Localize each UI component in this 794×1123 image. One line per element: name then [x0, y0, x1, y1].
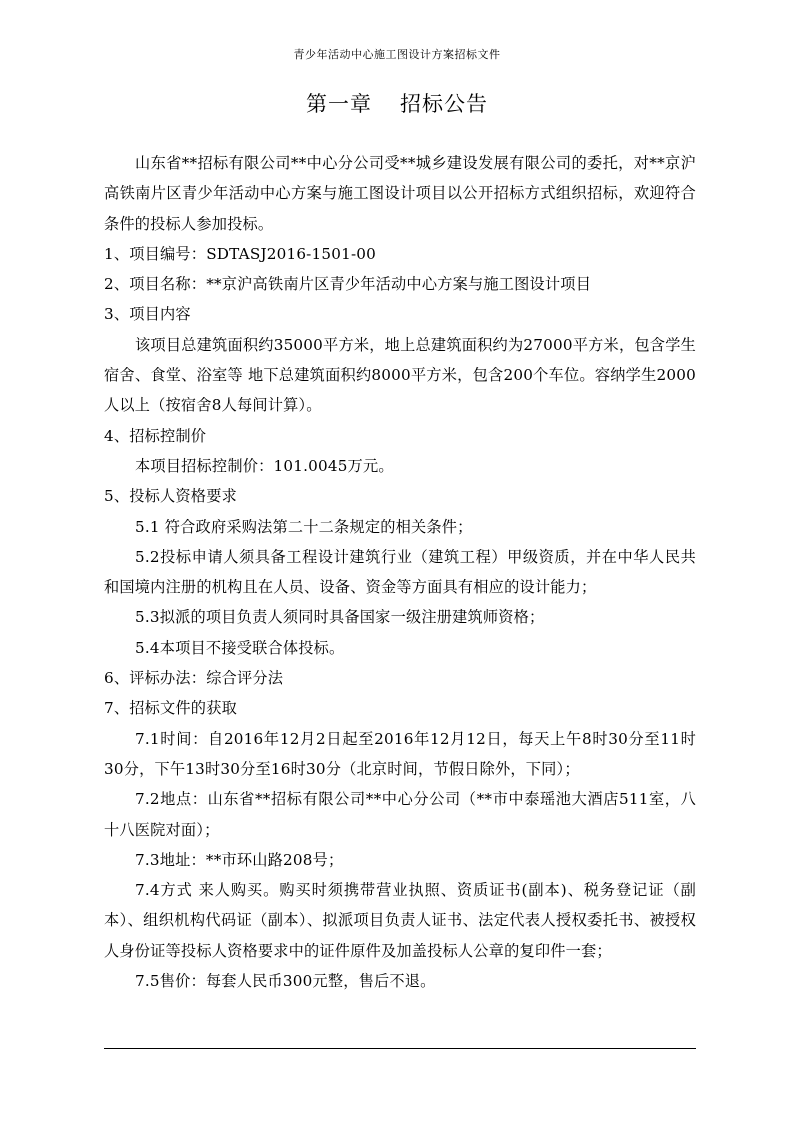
acquisition-price: 7.5售价：每套人民币300元整，售后不退。 [135, 972, 436, 991]
announcement-body [104, 148, 696, 996]
qualification-heading: 5、投标人资格要求 [104, 487, 237, 506]
chapter-number: 第一章 [306, 92, 372, 116]
control-price-heading: 4、招标控制价 [104, 426, 207, 445]
intro-paragraph: 山东省**招标有限公司**中心分公司受**城乡建设发展有限公司的委托，对**京沪高铁南片区青少年活动中心方案与施工图设计项目以公开招标方式组织招标，欢迎符合条件的投标人参加投标。 [104, 154, 696, 233]
qualification-5-3: 5.3拟派的项目负责人须同时具备国家一级注册建筑师资格； [135, 608, 545, 627]
document-acquisition-heading: 7、招标文件的获取 [104, 699, 237, 718]
qualification-5-4: 5.4本项目不接受联合体投标。 [135, 638, 345, 657]
evaluation-method: 6、评标办法：综合评分法 [104, 669, 284, 688]
project-number: 1、项目编号：SDTASJ2016-1501-00 [104, 244, 377, 263]
control-price-text: 本项目招标控制价：101.0045万元。 [135, 456, 394, 475]
project-content-heading: 3、项目内容 [104, 305, 191, 324]
acquisition-address: 7.3地址：**市环山路208号； [135, 850, 344, 869]
running-header: 青少年活动中心施工图设计方案招标文件 [293, 48, 501, 61]
chapter-title [0, 88, 794, 120]
footer-divider [104, 1048, 696, 1049]
qualification-5-1: 5.1 符合政府采购法第二十二条规定的相关条件； [135, 517, 473, 536]
acquisition-location: 7.2地点：山东省**招标有限公司**中心分公司（**市中泰瑶池大酒店511室，八十八医院对面）； [104, 790, 696, 839]
qualification-5-2: 5.2投标申请人须具备工程设计建筑行业（建筑工程）甲级资质，并在中华人民共和国境内注册的机构且在人员、设备、资金等方面具有相应的设计能力； [104, 547, 696, 597]
project-content-text: 该项目总建筑面积约35000平方米，地上总建筑面积约为27000平方米，包含学生宿舍、食堂、浴室等 地下总建筑面积约8000平方米，包含200个车位。容纳学生2000人以上（按宿舍8人每间计算）。 [104, 335, 696, 415]
project-name: 2、项目名称：**京沪高铁南片区青少年活动中心方案与施工图设计项目 [104, 275, 592, 294]
chapter-name: 招标公告 [400, 92, 488, 116]
acquisition-method: 7.4方式 来人购买。购买时须携带营业执照、资质证书(副本)、税务登记证（副本）、组织机构代码证（副本）、拟派项目负责人证书、法定代表人授权委托书、被授权人身份证等投标人资格要求中的证件原件及加盖投标人公章的复印件一套； [104, 881, 696, 960]
acquisition-time: 7.1时间：自2016年12月2日起至2016年12月12日，每天上午8时30分至11时30分，下午13时30分至16时30分（北京时间，节假日除外，下同）； [104, 729, 696, 778]
